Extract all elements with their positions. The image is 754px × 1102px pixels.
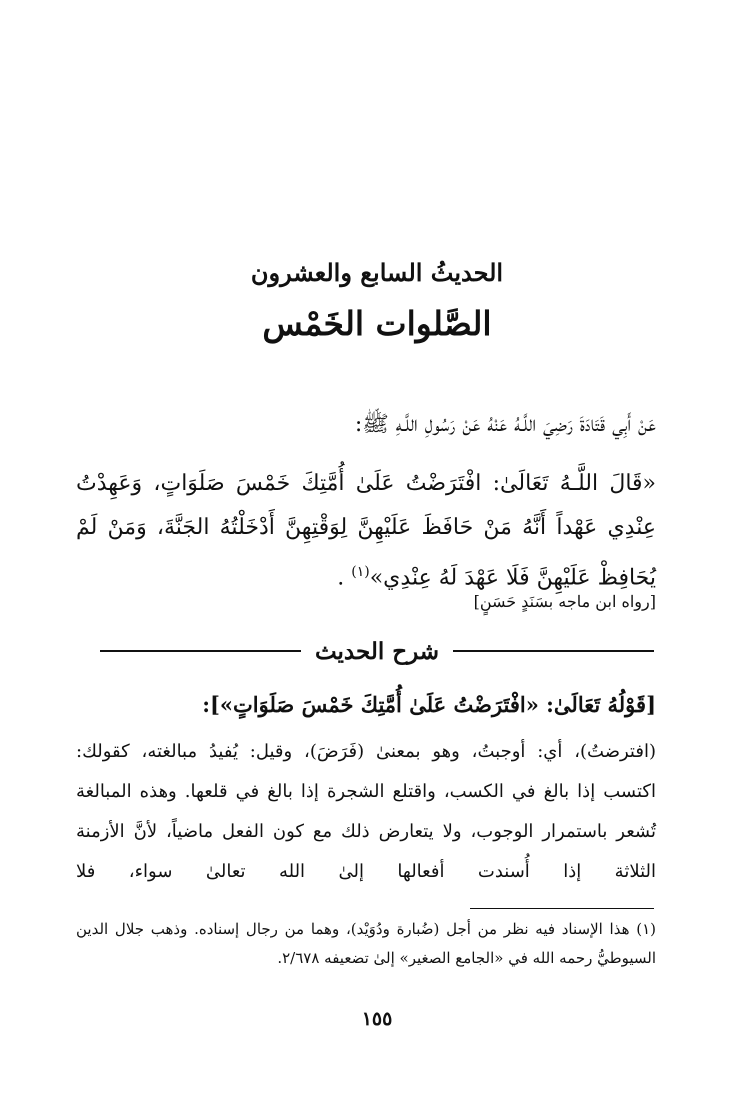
- sharh-title: شرح الحديث: [314, 637, 440, 665]
- footnote-divider: [470, 908, 654, 909]
- footnote-text: هذا الإسناد فيه نظر من أجل (ضُبارة ودُوَيْد)، وهما من رجال إسناده. وذهب جلال الدين السيوطيُّ رحمه الله في «الجامع الصغير» إلىٰ تضعيفه ٢/٦٧٨.: [76, 920, 656, 967]
- body-paragraph: (افترضتُ)، أي: أوجبتُ، وهو بمعنىٰ (فَرَضَ)، وقيل: يُفيدُ مبالغته، كقولك: اكتسب إذا بالغ في الكسب، واقتلع الشجرة إذا بالغ في قلعها. وهذه المبالغة تُشعر باستمرار الوجوب، ولا يتعارض ذلك مع كون الفعل ماضياً، لأنَّ الأزمنة الثلاثة إذا أُسندت أفعالها إلىٰ الله تعالىٰ سواء، فلا: [76, 741, 656, 882]
- chapter-title: الحديثُ السابع والعشرون: [250, 258, 504, 287]
- footnote: [76, 915, 656, 973]
- source-note: [رواه ابن ماجه بسَنَدٍ حَسَنٍ]: [473, 592, 656, 611]
- page-number: ١٥٥: [361, 1008, 393, 1030]
- sharh-rule-right: [453, 650, 654, 652]
- hadith-footnote-marker: (١): [351, 564, 370, 580]
- quote-heading: [قَوْلُهُ تَعَالَىٰ: «افْتَرَضْتُ عَلَىٰ أُمَّتِكَ خَمْسَ صَلَوَاتٍ»]:: [202, 692, 656, 717]
- hadith-text: «قَالَ اللَّـهُ تَعَالَىٰ: افْتَرَضْتُ عَلَىٰ أُمَّتِكَ خَمْسَ صَلَوَاتٍ، وَعَهِدْتُ عِنْدِي عَهْداً أَنَّهُ مَنْ حَافَظَ عَلَيْهِنَّ لِوَقْتِهِنَّ أَدْخَلْتُهُ الجَنَّةَ، وَمَنْ لَمْ يُحَافِظْ عَلَيْهِنَّ فَلَا عَهْدَ لَهُ عِنْدِي»: [76, 471, 656, 591]
- sharh-rule-left: [100, 650, 301, 652]
- hadith-text-block: [76, 462, 656, 600]
- sharh-heading-row: [100, 630, 654, 672]
- narrator-line: عَنْ أَبِي قَتَادَةَ رَضِيَ اللَّـهُ عَنْهُ عَنْ رَسُولِ اللَّـهِ ﷺ:: [354, 412, 656, 437]
- footnote-marker: (١): [636, 920, 656, 938]
- chapter-subtitle: الصَّلوات الخَمْس: [262, 304, 492, 343]
- hadith-end: .: [337, 565, 352, 591]
